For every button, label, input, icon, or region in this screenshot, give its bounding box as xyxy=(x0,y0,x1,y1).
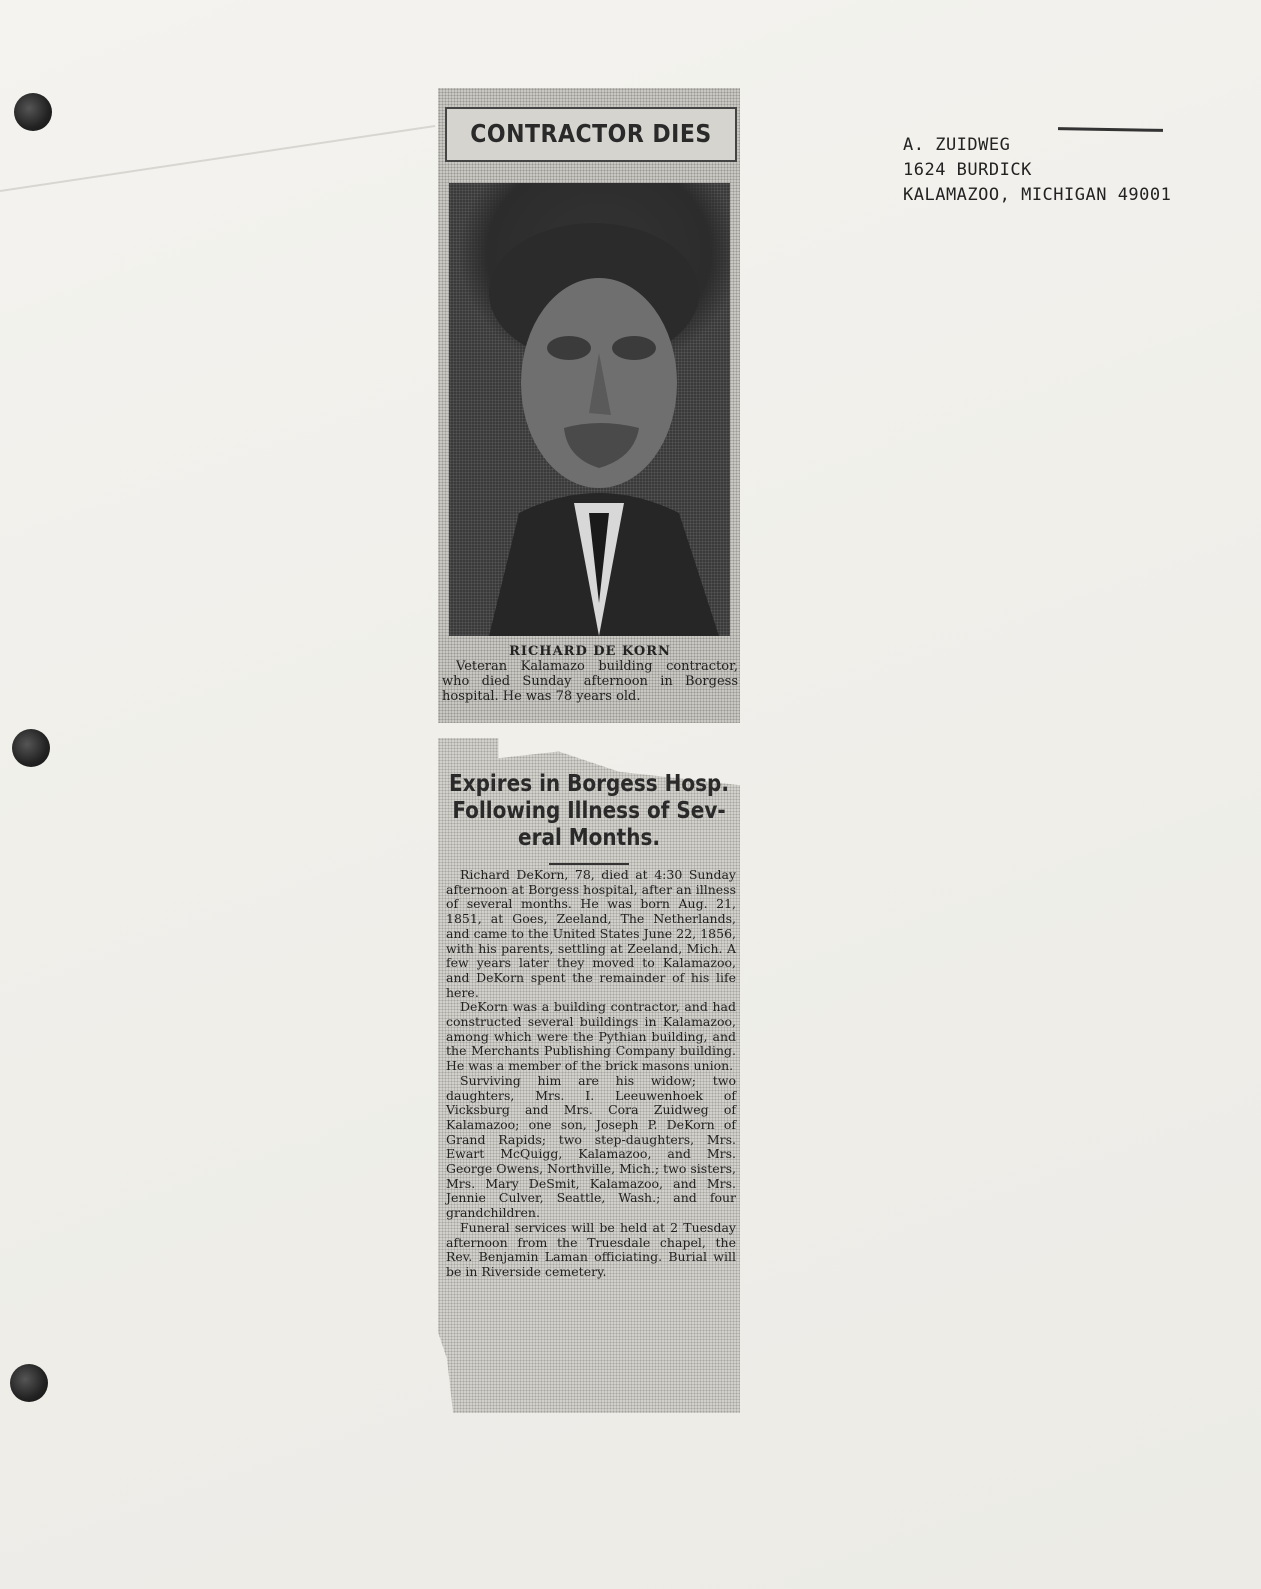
article-paragraph: Richard DeKorn, 78, died at 4:30 Sunday afternoon at Borgess hospital, after an illness of several months. He was born Aug. 21, 1851, at Goes, Zeeland, The Netherlands, and came to the United States June 22, 1856, with his parents, settling at Zeeland, Mich. A few years later they moved to Kalamazoo, and DeKorn spent the remainder of his life here. xyxy=(446,867,736,1000)
article-paragraph: Surviving him are his widow; two daughters, Mrs. I. Leeuwenhoek of Vicksburg and Mrs. Cora Zuidweg of Kalamazoo; one son, Joseph P. DeKorn of Grand Rapids; two step-daughters, Mrs. Ewart McQuigg, Kalamazoo, and Mrs. George Owens, Northville, Mich.; two sisters, Mrs. Mary DeSmit, Kalamazoo, and Mrs. Jennie Culver, Seattle, Wash.; and four grandchildren. xyxy=(446,1072,736,1221)
headline-text: CONTRACTOR DIES xyxy=(470,120,712,149)
address-name: A. ZUIDWEG xyxy=(903,135,1011,155)
article-paragraph: DeKorn was a building contractor, and had constructed several buildings in Kalamazoo, among which were the Pythian building, and the Merchants Publishing Company building. He was a member of the brick masons union. xyxy=(446,999,736,1074)
photo-caption xyxy=(442,644,738,704)
article-headline xyxy=(442,770,736,851)
portrait-drawing xyxy=(449,183,730,636)
portrait-photo xyxy=(449,183,730,636)
article-headline-line: Following Illness of Sev- xyxy=(452,796,726,824)
clipping-headline xyxy=(445,107,737,162)
caption-name: RICHARD DE KORN xyxy=(509,644,671,659)
address-street: 1624 BURDICK xyxy=(903,160,1032,180)
punch-hole-bottom xyxy=(10,1364,48,1402)
article-paragraph: Funeral services will be held at 2 Tuesday afternoon from the Truesdale chapel, the Rev. Benjamin Laman officiating. Burial will be in Riverside cemetery. xyxy=(446,1219,736,1279)
address-city: KALAMAZOO, MICHIGAN 49001 xyxy=(903,185,1172,205)
caption-text: Veteran Kalamazo building contractor, who died Sunday afternoon in Borgess hospital. He was 78 years old. xyxy=(442,659,738,704)
headline-rule xyxy=(549,863,629,865)
punch-hole-middle xyxy=(12,729,50,767)
article-body xyxy=(446,868,736,1280)
article-headline-line: eral Months. xyxy=(518,823,660,851)
punch-hole-top xyxy=(14,93,52,131)
address-stamp xyxy=(903,133,1203,208)
article-headline-line: Expires in Borgess Hosp. xyxy=(449,769,729,797)
